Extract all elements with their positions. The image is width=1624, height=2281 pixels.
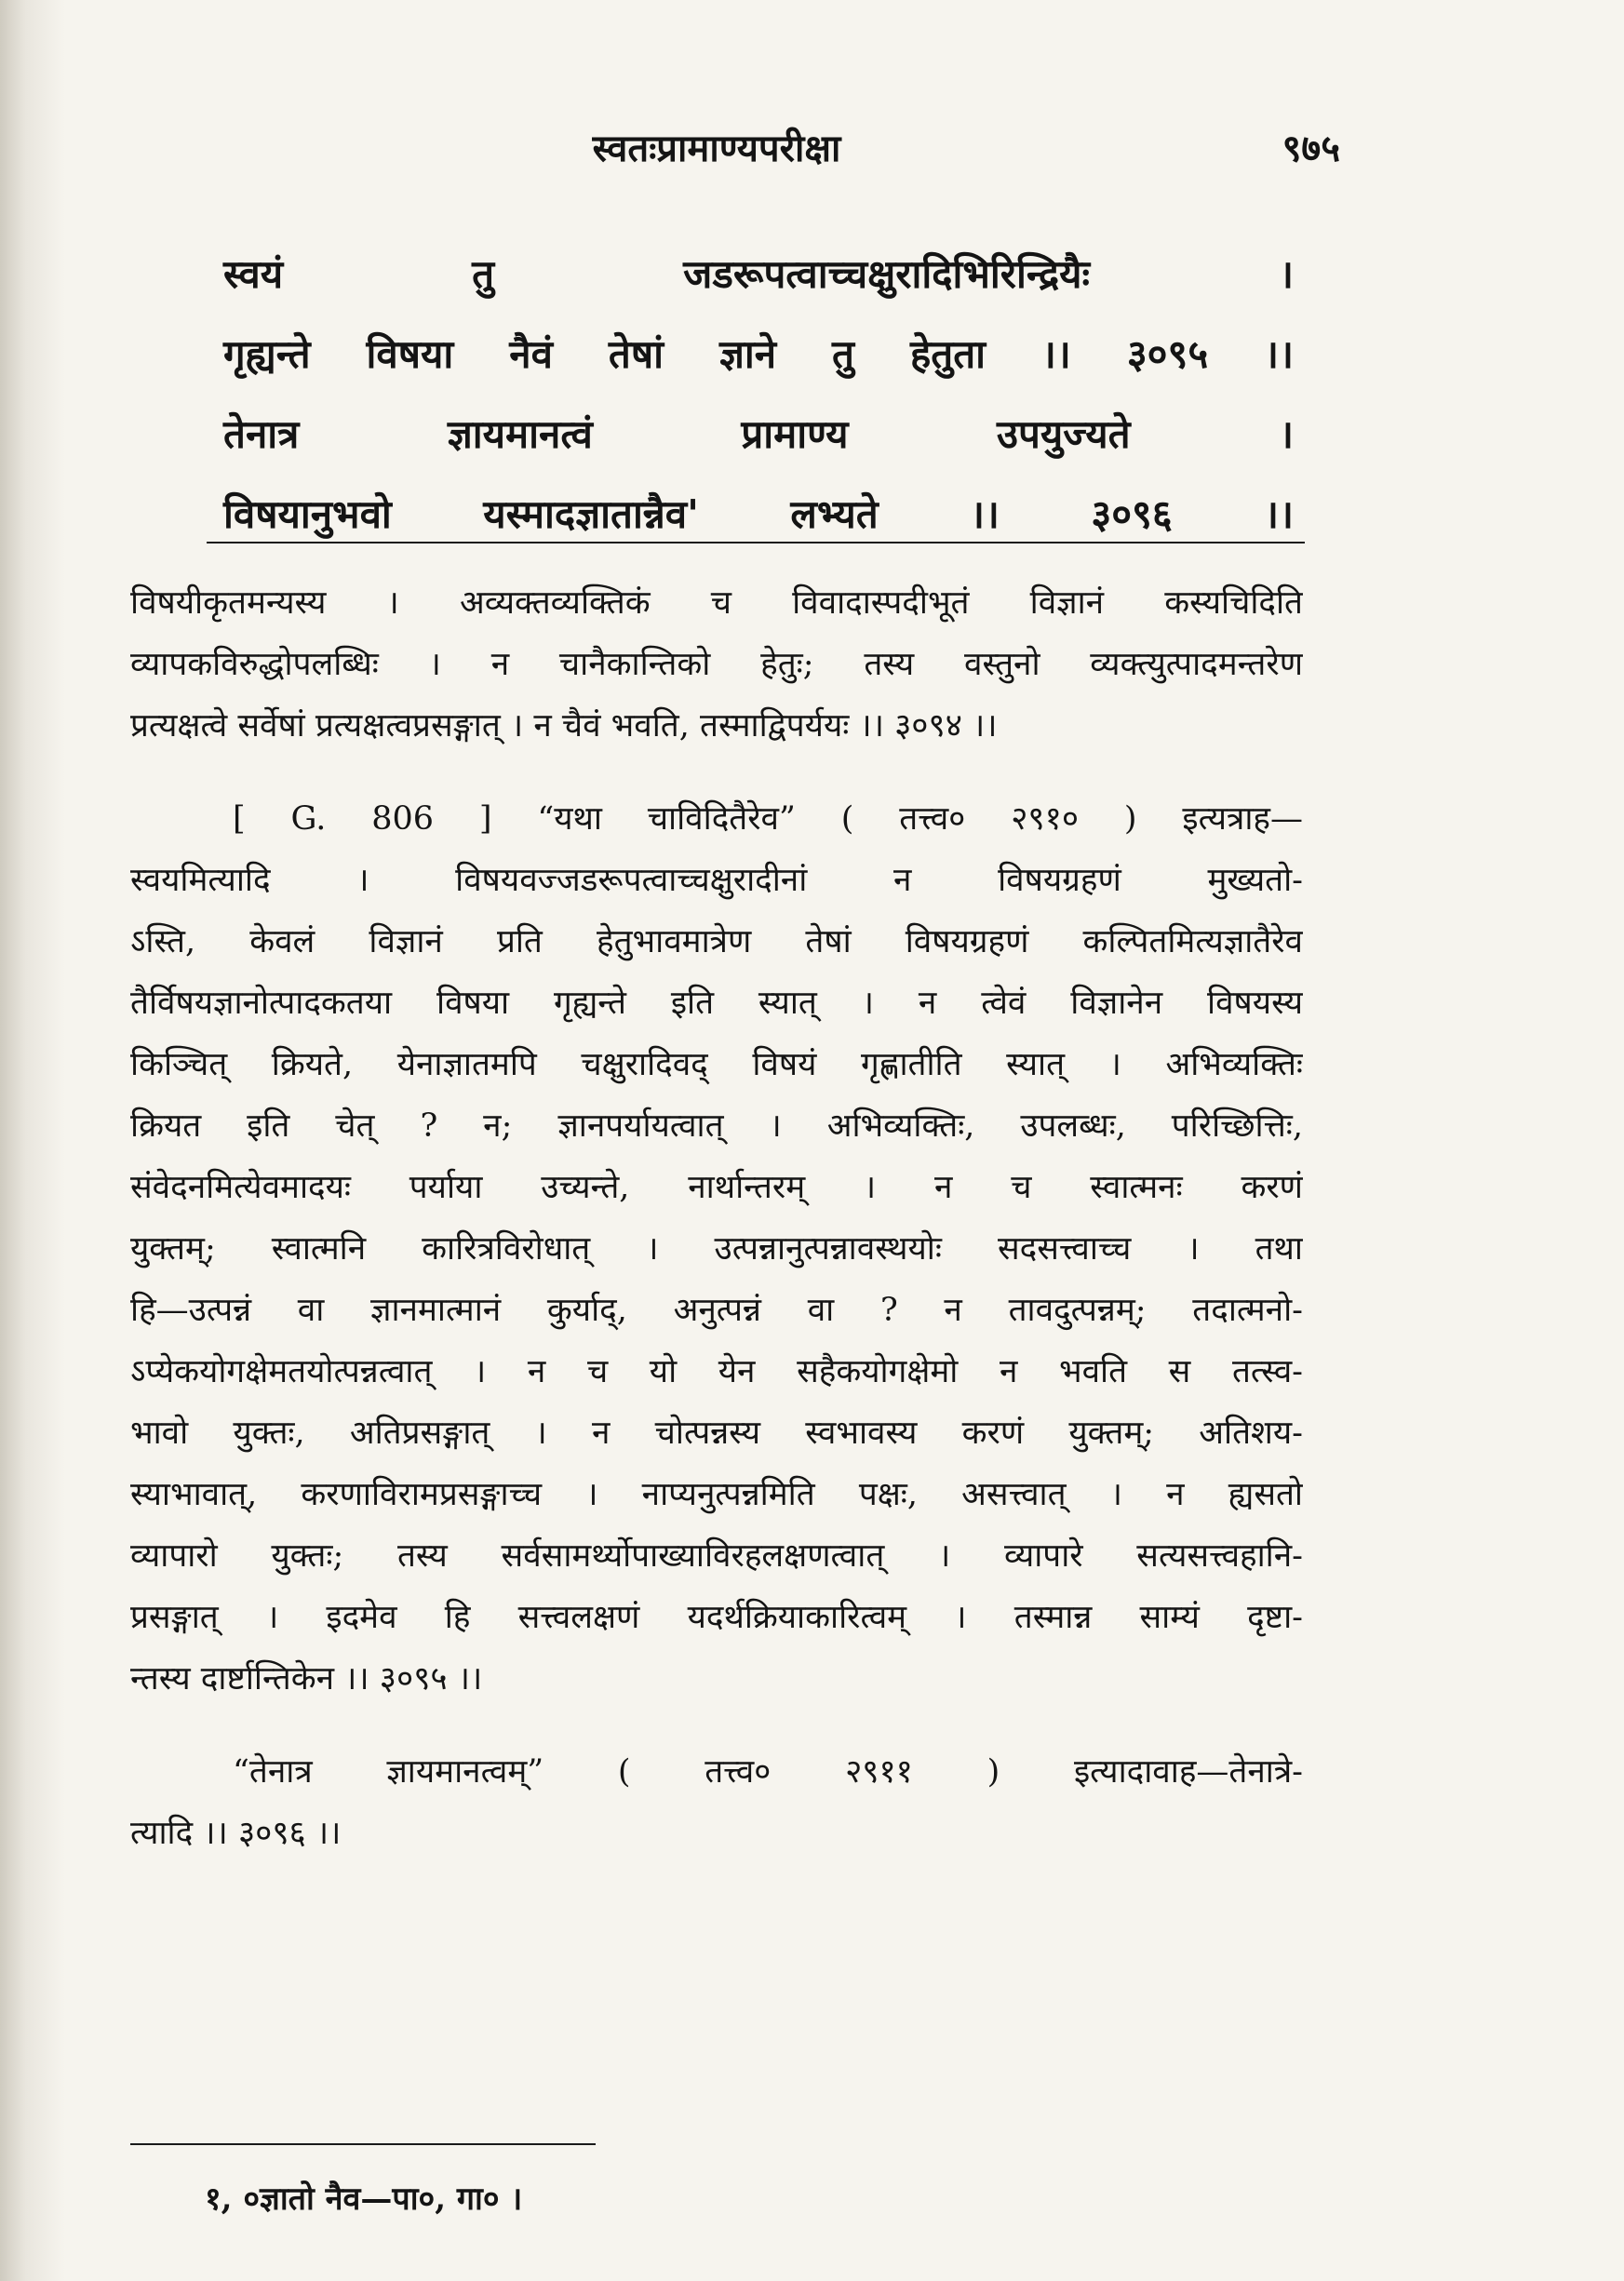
- text-line: “तेनात्र ज्ञायमानत्वम्” ( तत्त्व० २९११ ) इत्यादावाह—तेनात्रे-: [233, 1753, 1303, 1791]
- text-line: युक्तम्; स्वात्मनि कारित्रविरोधात् । उत्पन्नानुत्पन्नावस्थयोः सदसत्त्वाच्च । तथा: [130, 1230, 1303, 1268]
- text-line: तैर्विषयज्ञानोत्पादकतया विषया गृह्यन्ते इति स्यात् । न त्वेवं विज्ञानेन विषयस्य: [130, 985, 1303, 1022]
- page-number: ९७५: [1282, 127, 1340, 170]
- verse-divider: [207, 542, 1305, 543]
- text-line: ऽप्येकयोगक्षेमतयोत्पन्नत्वात् । न च यो येन सहैकयोगक्षेमो न भवति स तत्स्व-: [130, 1353, 1303, 1390]
- verse-line: विषयानुभवो यस्मादज्ञातान्नैव' लभ्यते ।। ३०९६ ।।: [223, 491, 1294, 537]
- text-line: भावो युक्तः, अतिप्रसङ्गात् । न चोत्पन्नस्य स्वभावस्य करणं युक्तम्; अतिशय-: [130, 1415, 1303, 1452]
- text-line: न्तस्य दार्ष्टान्तिकेन ।। ३०९५ ।।: [130, 1660, 483, 1697]
- text-line: स्याभावात्, करणाविरामप्रसङ्गाच्च । नाप्यनुत्पन्नमिति पक्षः, असत्त्वात् । न ह्यसतो: [130, 1476, 1303, 1513]
- text-line: स्वयमित्यादि । विषयवज्जडरूपत्वाच्चक्षुरादीनां न विषयग्रहणं मुख्यतो-: [130, 862, 1303, 899]
- verse-block: [223, 235, 1294, 555]
- page-binding-edge: [0, 0, 65, 2281]
- footnote-divider: [130, 2143, 596, 2145]
- commentary-paragraph-2: [130, 788, 1303, 1710]
- text-line: प्रत्यक्षत्वे सर्वेषां प्रत्यक्षत्वप्रसङ्गात् । न चैवं भवति, तस्माद्विपर्ययः ।। ३०९४ ।।: [130, 707, 998, 745]
- text-line: व्यापारो युक्तः; तस्य सर्वसामर्थ्योपाख्याविरहलक्षणत्वात् । व्यापारे सत्यसत्त्वहानि-: [130, 1537, 1303, 1575]
- text-line: त्यादि ।। ३०९६ ।।: [130, 1815, 342, 1852]
- paragraph-gap: [130, 1710, 1303, 1741]
- commentary-paragraph-1: [130, 572, 1303, 757]
- verse-line: स्वयं तु जडरूपत्वाच्चक्षुरादिभिरिन्द्रियैः ।: [223, 251, 1294, 297]
- text-line: प्रसङ्गात् । इदमेव हि सत्त्वलक्षणं यदर्थक्रियाकारित्वम् । तस्मान्न साम्यं दृष्टा-: [130, 1599, 1303, 1636]
- paragraph-gap: [130, 757, 1303, 788]
- text-line: क्रियत इति चेत् ? न; ज्ञानपर्यायत्वात् । अभिव्यक्तिः, उपलब्धः, परिच्छित्तिः,: [130, 1107, 1303, 1145]
- footnote: १, ०ज्ञातो नैव—पा०, गा० ।: [205, 2180, 523, 2218]
- text-line: विषयीकृतमन्यस्य । अव्यक्तव्यक्तिकं च विवादास्पदीभूतं विज्ञानं कस्यचिदिति: [130, 584, 1303, 622]
- text-line: ऽस्ति, केवलं विज्ञानं प्रति हेतुभावमात्रेण तेषां विषयग्रहणं कल्पितमित्यज्ञातैरेव: [130, 923, 1303, 960]
- text-line: हि—उत्पन्नं वा ज्ञानमात्मानं कुर्याद्, अनुत्पन्नं वा ? न तावदुत्पन्नम्; तदात्मनो-: [130, 1292, 1303, 1329]
- text-line: व्यापकविरुद्धोपलब्धिः । न चानैकान्तिको हेतुः; तस्य वस्तुनो व्यक्त्युत्पादमन्तरेण: [130, 646, 1303, 683]
- verse-line: गृह्यन्ते विषया नैवं तेषां ज्ञाने तु हेतुता ।। ३०९५ ।।: [223, 331, 1294, 377]
- running-title: स्वतःप्रामाण्यपरीक्षा: [592, 127, 841, 170]
- text-line: संवेदनमित्येवमादयः पर्याया उच्यन्ते, नार्थान्तरम् । न च स्वात्मनः करणं: [130, 1169, 1303, 1206]
- commentary-paragraph-3: [130, 1741, 1303, 1864]
- text-line: [ G. 806 ] “यथा चाविदितैरेव” ( तत्त्व० २९१० ) इत्यत्राह—: [233, 800, 1303, 838]
- commentary: [130, 572, 1303, 1864]
- verse-line: तेनात्र ज्ञायमानत्वं प्रामाण्य उपयुज्यते ।: [223, 411, 1294, 457]
- text-line: किञ्चित् क्रियते, येनाज्ञातमपि चक्षुरादिवद् विषयं गृह्णातीति स्यात् । अभिव्यक्तिः: [130, 1046, 1303, 1083]
